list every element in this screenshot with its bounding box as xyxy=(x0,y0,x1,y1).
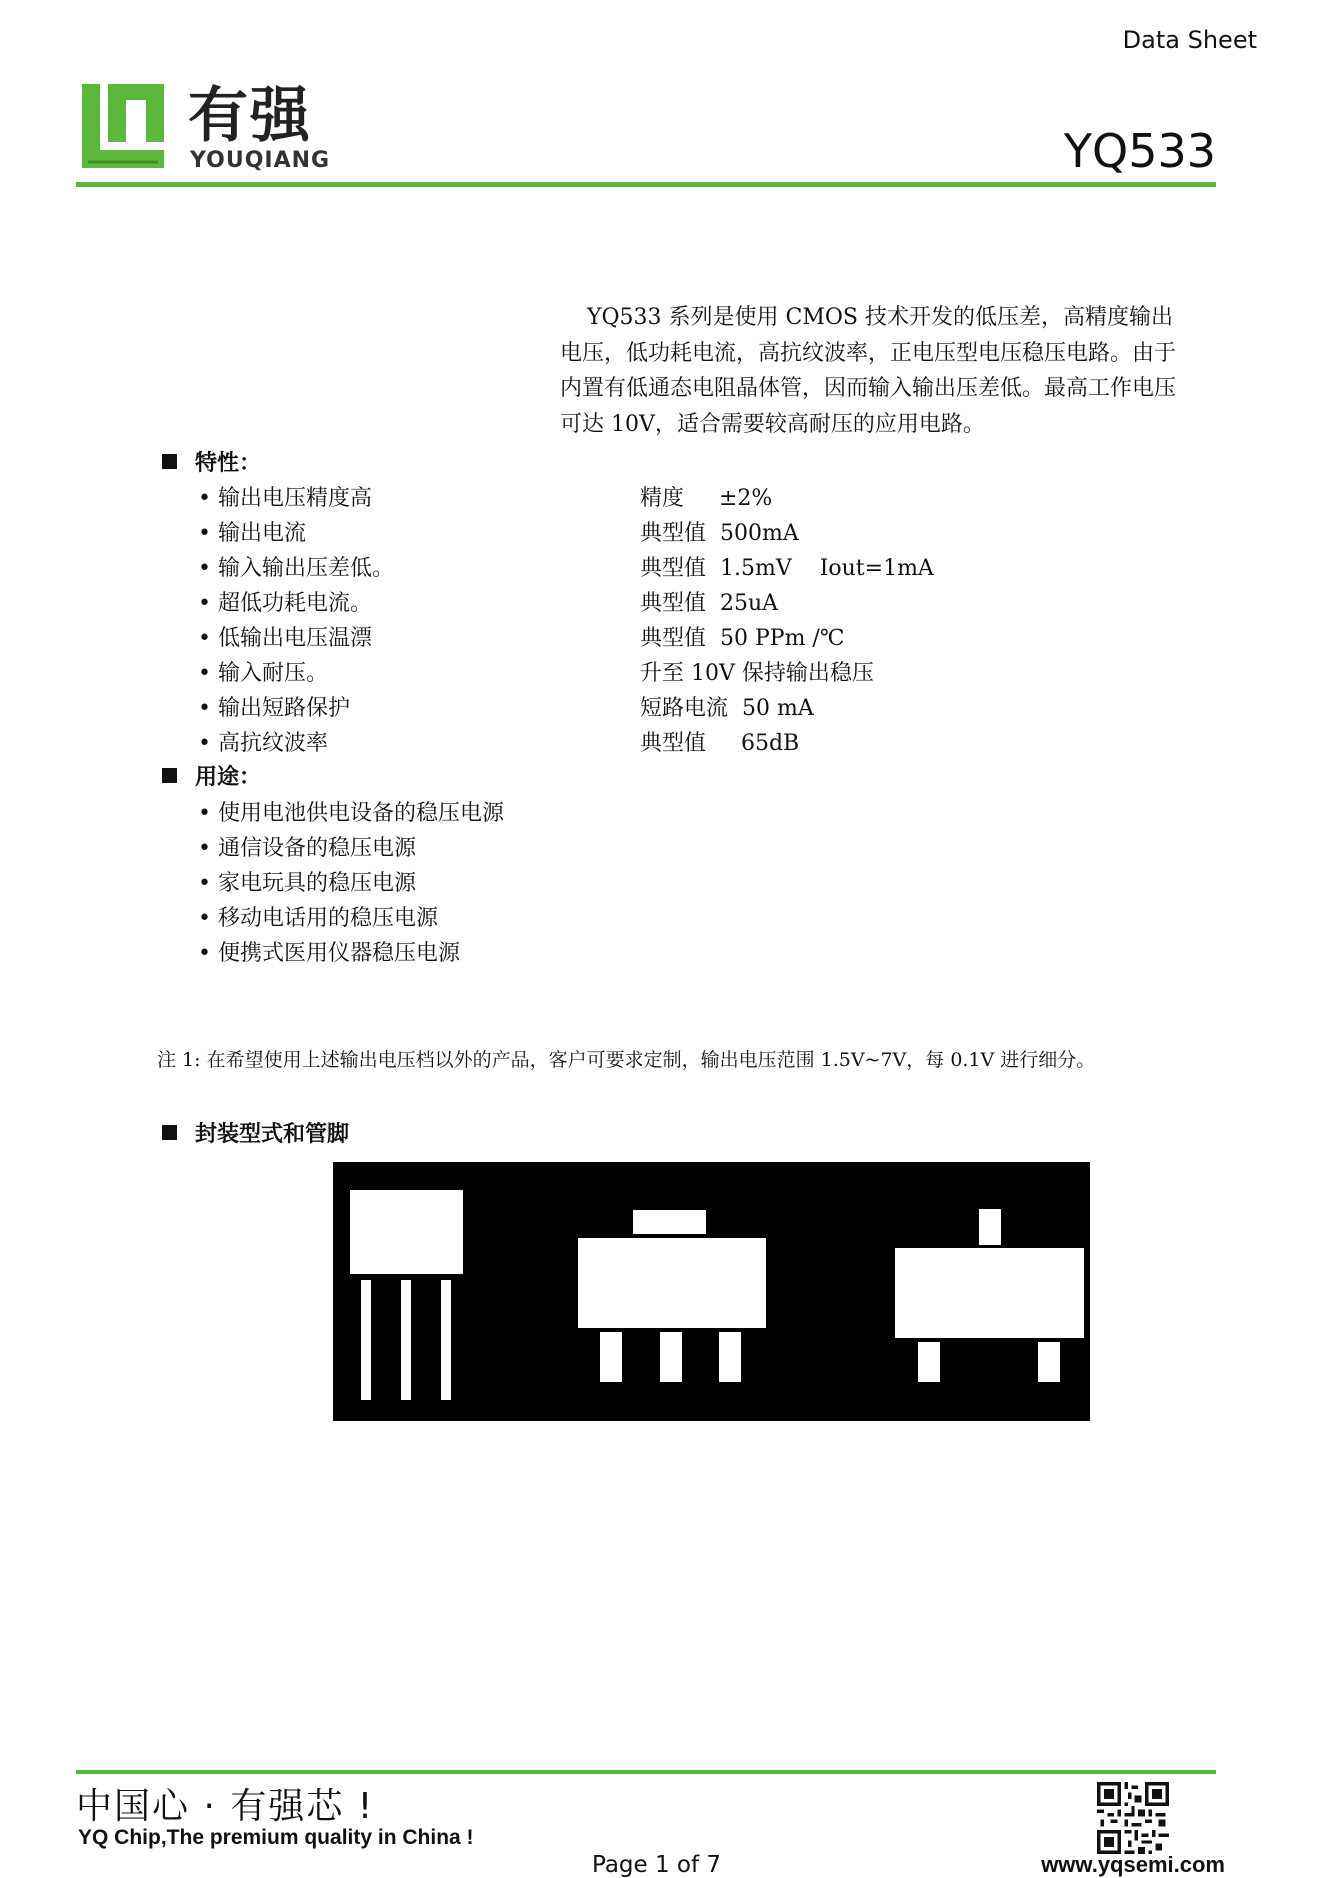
feature-item: • 低输出电压温漂 xyxy=(198,626,373,651)
section-square-icon xyxy=(162,768,177,783)
application-item: • 使用电池供电设备的稳压电源 xyxy=(198,801,505,826)
footer-slogan-en: YQ Chip,The premium quality in China ! xyxy=(78,1826,474,1849)
application-item: • 移动电话用的稳压电源 xyxy=(198,906,439,931)
logo-wordmark-cn: 有强 xyxy=(188,81,312,151)
feature-spec: 典型值 65dB xyxy=(640,731,800,756)
intro-paragraph: YQ533 系列是使用 CMOS 技术开发的低压差，高精度输出电压，低功耗电流，高抗纹波率，正电压型电压稳压电路。由于内置有低通态电阻晶体管，因而输入输出压差低。最高工作电压可达 10V，适合需要较高耐压的应用电路。 xyxy=(560,305,1177,437)
part-number-title: YQ533 xyxy=(1063,124,1216,178)
feature-spec: 典型值 50 PPm /℃ xyxy=(640,626,845,651)
footnote: 注 1: 在希望使用上述输出电压档以外的产品，客户可要求定制，输出电压范围 1.5V~7V，每 0.1V 进行细分。 xyxy=(157,1049,1096,1071)
header-divider xyxy=(76,182,1216,187)
package-heading-text: 封装型式和管脚 xyxy=(195,1122,350,1147)
features-heading xyxy=(162,446,261,477)
feature-item: • 输出短路保护 xyxy=(198,696,351,721)
footer-divider xyxy=(76,1770,1216,1774)
feature-item: • 超低功耗电流。 xyxy=(198,591,373,616)
features-heading-text: 特性： xyxy=(195,451,262,476)
section-square-icon xyxy=(162,454,177,469)
page-number: Page 1 of 7 xyxy=(592,1852,722,1878)
feature-spec: 典型值 25uA xyxy=(640,591,779,616)
feature-spec: 升至 10V 保持输出稳压 xyxy=(640,661,874,686)
application-item: • 通信设备的稳压电源 xyxy=(198,836,417,861)
logo-wordmark-en: YOUQIANG xyxy=(190,148,331,173)
applications-heading-text: 用途： xyxy=(195,765,262,790)
website-link[interactable]: www.yqsemi.com xyxy=(1041,1852,1225,1877)
feature-spec: 短路电流 50 mA xyxy=(640,696,814,721)
doc-type-label: Data Sheet xyxy=(1122,26,1257,54)
package-heading xyxy=(162,1117,349,1148)
feature-spec: 精度 ±2% xyxy=(640,486,773,511)
feature-spec: 典型值 500mA xyxy=(640,521,799,546)
package-drawings xyxy=(333,1162,1090,1421)
youqiang-logo-icon xyxy=(78,80,168,172)
applications-heading xyxy=(162,760,261,791)
feature-item: • 输出电流 xyxy=(198,521,307,546)
application-item: • 便携式医用仪器稳压电源 xyxy=(198,941,461,966)
section-square-icon xyxy=(162,1125,177,1140)
feature-item: • 输入输出压差低。 xyxy=(198,556,395,581)
qr-code-icon xyxy=(1097,1782,1169,1854)
feature-item: • 输入耐压。 xyxy=(198,661,329,686)
footer-slogan-cn: 中国心 · 有强芯 ! xyxy=(76,1786,375,1827)
feature-item: • 高抗纹波率 xyxy=(198,731,329,756)
feature-item: • 输出电压精度高 xyxy=(198,486,373,511)
feature-spec: 典型值 1.5mV Iout=1mA xyxy=(640,556,934,581)
application-item: • 家电玩具的稳压电源 xyxy=(198,871,417,896)
